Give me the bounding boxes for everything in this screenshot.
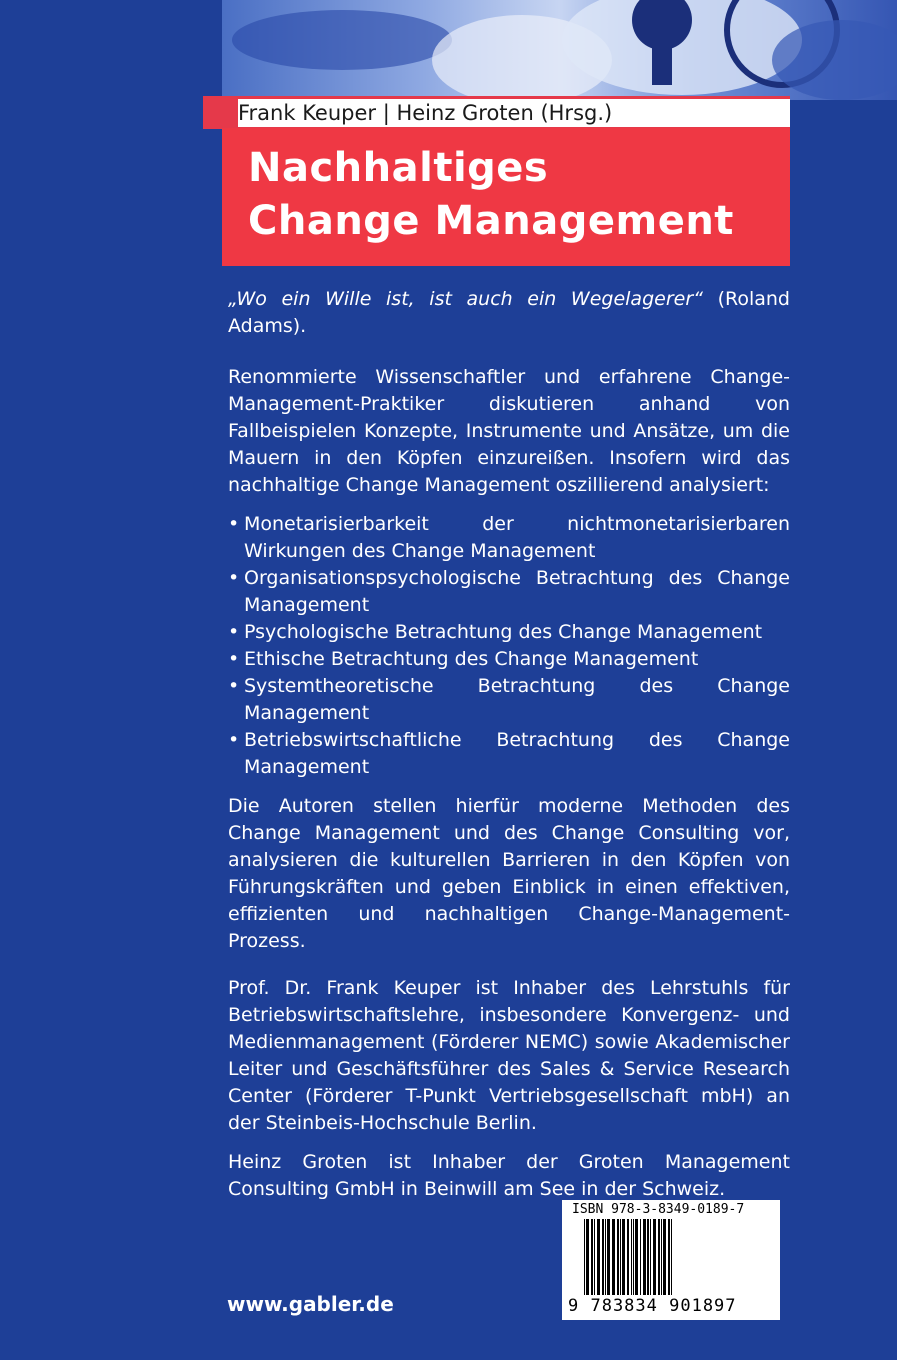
barcode-bar	[658, 1219, 660, 1295]
barcode-bar	[591, 1219, 593, 1295]
epigraph-quote: „Wo ein Wille ist, ist auch ein Wegelagerer“	[228, 288, 703, 310]
back-cover-text	[228, 286, 790, 1215]
barcode-bar	[640, 1219, 641, 1295]
keyhole-photo-graphic	[222, 0, 897, 100]
barcode-bar	[612, 1219, 615, 1295]
topic-item: • Systemtheoretische Betrachtung des Change Management	[228, 673, 790, 727]
topic-item: • Betriebswirtschaftliche Betrachtung des Change Management	[228, 727, 790, 781]
barcode-bar	[594, 1219, 595, 1295]
barcode-bar	[647, 1219, 649, 1295]
book-title-line-1: Nachhaltiges	[248, 145, 549, 191]
topic-list	[228, 511, 790, 781]
intro-paragraph: Renommierte Wissenschaftler und erfahrene Change-Management-Praktiker diskutieren anhand von Fallbeispielen Konzepte, Instrumente und Ansätze, um die Mauern in den Köpfen einzureißen. Insofern wird das nachhaltige Change Management oszillierend analysiert:	[228, 366, 790, 496]
barcode-bar	[584, 1219, 585, 1295]
topic-item: • Psychologische Betrachtung des Change Management	[228, 619, 790, 646]
barcode-bar	[633, 1219, 634, 1295]
epigraph-source: (Roland Adams).	[228, 288, 790, 337]
methods-paragraph: Die Autoren stellen hierfür moderne Methoden des Change Management und des Change Consulting vor, analysieren die kulturellen Barrieren in den Köpfen von Führungskräften und geben Einblick in einen effektiven, effizienten und nachhaltigen Change-Management-Prozess.	[228, 795, 790, 952]
topic-item: • Organisationspsychologische Betrachtung des Change Management	[228, 565, 790, 619]
barcode-bar	[668, 1219, 670, 1295]
barcode-bar	[602, 1219, 604, 1295]
bio-keuper: Prof. Dr. Frank Keuper ist Inhaber des Lehrstuhls für Betriebswirtschaftslehre, insbesondere Konvergenz- und Medienmanagement (Förderer NEMC) sowie Akademischer Leiter und Geschäftsführer des Sales & Service Research Center (Förderer T-Punkt Vertriebsgesellschaft mbH) an der Steinbeis-Hochschule Berlin.	[228, 977, 790, 1134]
topic-item: • Ethische Betrachtung des Change Management	[228, 646, 790, 673]
barcode-bar	[663, 1219, 666, 1295]
epigraph	[228, 286, 790, 340]
barcode-bar	[586, 1219, 589, 1295]
cover-authors: Frank Keuper | Heinz Groten (Hrsg.)	[238, 99, 790, 127]
barcode-bar	[605, 1219, 606, 1295]
barcode-bar	[661, 1219, 662, 1295]
barcode-bar	[597, 1219, 600, 1295]
barcode-bar	[607, 1219, 610, 1295]
isbn-barcode	[562, 1200, 780, 1320]
barcode-bar	[627, 1219, 629, 1295]
barcode-bar	[631, 1219, 632, 1295]
topic-item: • Monetarisierbarkeit der nichtmonetarisierbaren Wirkungen des Change Management	[228, 511, 790, 565]
cover-photo-strip	[222, 0, 897, 100]
publisher-website: www.gabler.de	[227, 1292, 394, 1316]
barcode-bars	[584, 1219, 764, 1295]
ean-digits: 9 783834 901897	[568, 1296, 737, 1316]
book-title-line-2: Change Management	[248, 198, 734, 244]
bio-groten: Heinz Groten ist Inhaber der Groten Management Consulting GmbH in Beinwill am See in der Schweiz.	[228, 1151, 790, 1200]
barcode-bar	[671, 1219, 672, 1295]
barcode-bar	[620, 1219, 621, 1295]
isbn-text: ISBN 978-3-8349-0189-7	[572, 1202, 745, 1217]
barcode-bar	[635, 1219, 638, 1295]
barcode-bar	[653, 1219, 656, 1295]
barcode-bar	[617, 1219, 619, 1295]
barcode-bar	[650, 1219, 651, 1295]
barcode-bar	[622, 1219, 625, 1295]
barcode-bar	[643, 1219, 646, 1295]
